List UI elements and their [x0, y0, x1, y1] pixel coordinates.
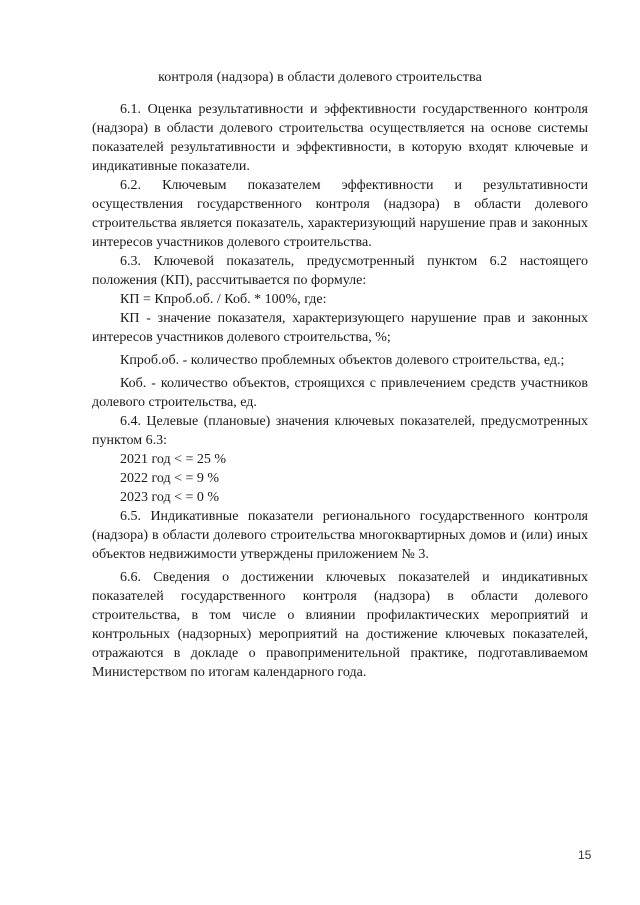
paragraph-6-5: 6.5. Индикативные показатели регионального государственного контроля (надзора) в области долевого строительства многоквартирных домов и (или) иных объектов недвижимости утверждены приложением № 3.	[92, 509, 588, 562]
paragraph-6-6: 6.6. Сведения о достижении ключевых показателей и индикативных показателей государственного контроля (надзора) в области долевого строительства, в том числе о влиянии профилактических мероприятий и контрольных (надзорных) мероприятий на достижение ключевых показателей, отражаются в докладе о правоприменительной практике, подготавливаемом Министерством по итогам календарного года.	[92, 570, 588, 680]
paragraph-6-1: 6.1. Оценка результативности и эффективности государственного контроля (надзора) в области долевого строительства осуществляется на основе системы показателей результативности и эффективности, в которую входят ключевые и индикативные показатели.	[92, 102, 588, 174]
target-2023: 2023 год < = 0 %	[120, 490, 220, 505]
paragraph-6-3: 6.3. Ключевой показатель, предусмотренный пунктом 6.2 настоящего положения (КП), рассчитывается по формуле:	[92, 254, 588, 288]
page-number: 15	[578, 848, 592, 862]
definition-kp: КП - значение показателя, характеризующего нарушение прав и законных интересов участников долевого строительства, %;	[92, 311, 588, 345]
paragraph-6-2: 6.2. Ключевым показателем эффективности и результативности осуществления государственного контроля (надзора) в области долевого строительства является показатель, характеризующий нарушение прав и законных интересов участников долевого строительства.	[92, 178, 588, 250]
document-body	[92, 100, 588, 682]
target-2021: 2021 год < = 25 %	[120, 452, 227, 467]
definition-kprob: Кпроб.об. - количество проблемных объектов долевого строительства, ед.;	[120, 353, 565, 368]
formula-line: КП = Кпроб.об. / Коб. * 100%, где:	[120, 292, 327, 307]
paragraph-6-4: 6.4. Целевые (плановые) значения ключевых показателей, предусмотренных пунктом 6.3:	[92, 414, 588, 448]
page-title: контроля (надзора) в области долевого строительства	[158, 70, 482, 85]
definition-kob: Коб. - количество объектов, строящихся с привлечением средств участников долевого строительства, ед.	[92, 376, 588, 410]
target-2022: 2022 год < = 9 %	[120, 471, 220, 486]
